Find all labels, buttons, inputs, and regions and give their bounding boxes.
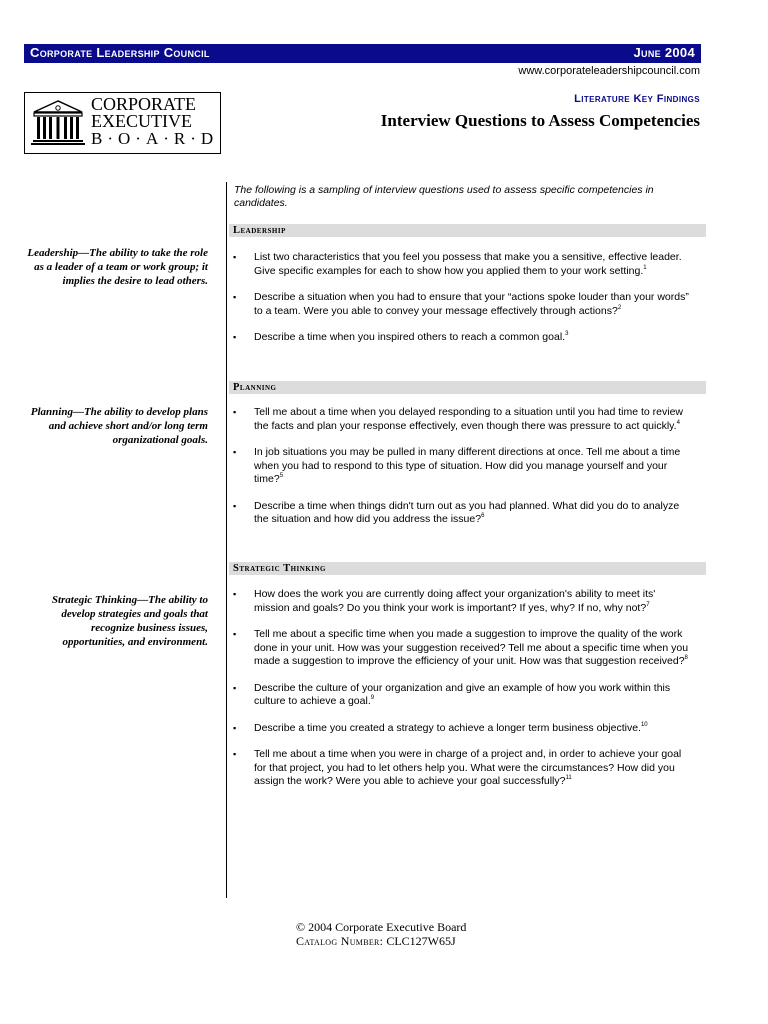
catalog-number: CLC127W65J [386, 934, 456, 948]
footer [296, 920, 466, 948]
list-item: ▪ Tell me about a specific time when you made a suggestion to improve the quality of the work done in your unit. How was your suggestion received? Tell me about a specific time when you made a suggestion to improve the efficiency of your unit. How was that suggestion received?$^8$ [233, 628, 689, 667]
bullet-icon: ▪ [233, 749, 237, 759]
logo-line-1: CORPORATE [91, 94, 197, 114]
bullet-icon: ▪ [233, 500, 237, 511]
corporate-executive-board-logo [24, 92, 221, 154]
question-list-planning [233, 406, 693, 540]
definition-planning: Planning—The ability to develop plans and achieve short and/or long term organizational goals. [30, 406, 208, 446]
bullet-icon: ▪ [233, 407, 237, 417]
page-title: Interview Questions to Assess Competencies [380, 111, 700, 130]
question-list-leadership [233, 251, 693, 358]
list-item: ▪ Describe a time you created a strategy to achieve a longer term business objective.$^{10}$ [233, 721, 648, 734]
section-heading-leadership: Leadership [229, 224, 706, 237]
copyright: © 2004 Corporate Executive Board [296, 920, 467, 934]
section-heading-planning: Planning [229, 381, 706, 394]
list-item: ▪ Tell me about a time when you were in charge of a project and, in order to achieve your goal for that project, you had to let others help you. What were the circumstances? How did you assign the work? Were you able to achieve your goal successfully?$^{11}$ [233, 748, 682, 787]
bullet-icon: ▪ [233, 447, 237, 457]
column-divider [226, 182, 227, 898]
bullet-icon: ▪ [233, 252, 237, 262]
section-heading-strategic-thinking: Strategic Thinking [229, 562, 706, 575]
list-item: ▪ Tell me about a time when you delayed responding to a situation until you had time to review the facts and plan your response effectively, even though there was pressure to act quickly.$^4$ [233, 406, 684, 432]
website-url[interactable]: www.corporateleadershipcouncil.com [518, 65, 700, 77]
intro-text: The following is a sampling of interview questions used to assess specific competencies in candidates. [234, 184, 654, 209]
catalog-label: Catalog Number: [296, 934, 384, 948]
bullet-icon: ▪ [233, 629, 237, 639]
list-item: ▪ Describe the culture of your organization and give an example of how you work within this culture to achieve a goal.$^9$ [233, 681, 671, 707]
literature-key-findings-label: Literature Key Findings [574, 93, 700, 105]
bullet-icon: ▪ [233, 292, 237, 302]
list-item: ▪ Describe a time when things didn't turn out as you had planned. What did you do to analyze the situation and how did you address the issue?$^6$ [233, 499, 680, 525]
bullet-icon: ▪ [233, 682, 237, 693]
report-date: June 2004 [633, 45, 695, 60]
logo-line-2: EXECUTIVE [91, 111, 192, 131]
list-item: ▪ In job situations you may be pulled in many different directions at once. Tell me about a time when you had to respond to this type of situation. How did you manage yourself and your time?$^5$ [233, 446, 681, 485]
temple-icon [31, 98, 85, 146]
question-list-strategic-thinking [233, 588, 693, 802]
list-item: ▪ How does the work you are currently doing affect your organization's ability to meet its' mission and goals? Do you think your work is important? If yes, why? If no, why not?$^7$ [233, 588, 656, 614]
header-bar [24, 44, 701, 63]
bullet-icon: ▪ [233, 332, 237, 342]
logo-line-3: B·O·A·R·D [91, 129, 219, 148]
bullet-icon: ▪ [233, 589, 237, 599]
bullet-icon: ▪ [233, 722, 237, 733]
definition-leadership: Leadership—The ability to take the role as a leader of a team or work group; it implies the desire to lead others. [27, 247, 208, 287]
list-item: ▪ List two characteristics that you feel you possess that make you a sensitive, effective leader. Give specific examples for each to show how you applied them to your work setting.$^1$ [233, 251, 682, 277]
catalog-line [296, 934, 466, 948]
definition-strategic-thinking: Strategic Thinking—The ability to develop strategies and goals that recognize business issues, opportunities, and environment. [51, 594, 208, 648]
list-item: ▪ Describe a time when you inspired others to reach a common goal.$^3$ [233, 331, 569, 343]
list-item: ▪ Describe a situation when you had to ensure that your “actions spoke louder than your words” to a team. Were you able to convey your message effectively through actions?$^2$ [233, 291, 689, 317]
org-name: Corporate Leadership Council [30, 45, 210, 60]
logo-wordmark [91, 96, 218, 147]
